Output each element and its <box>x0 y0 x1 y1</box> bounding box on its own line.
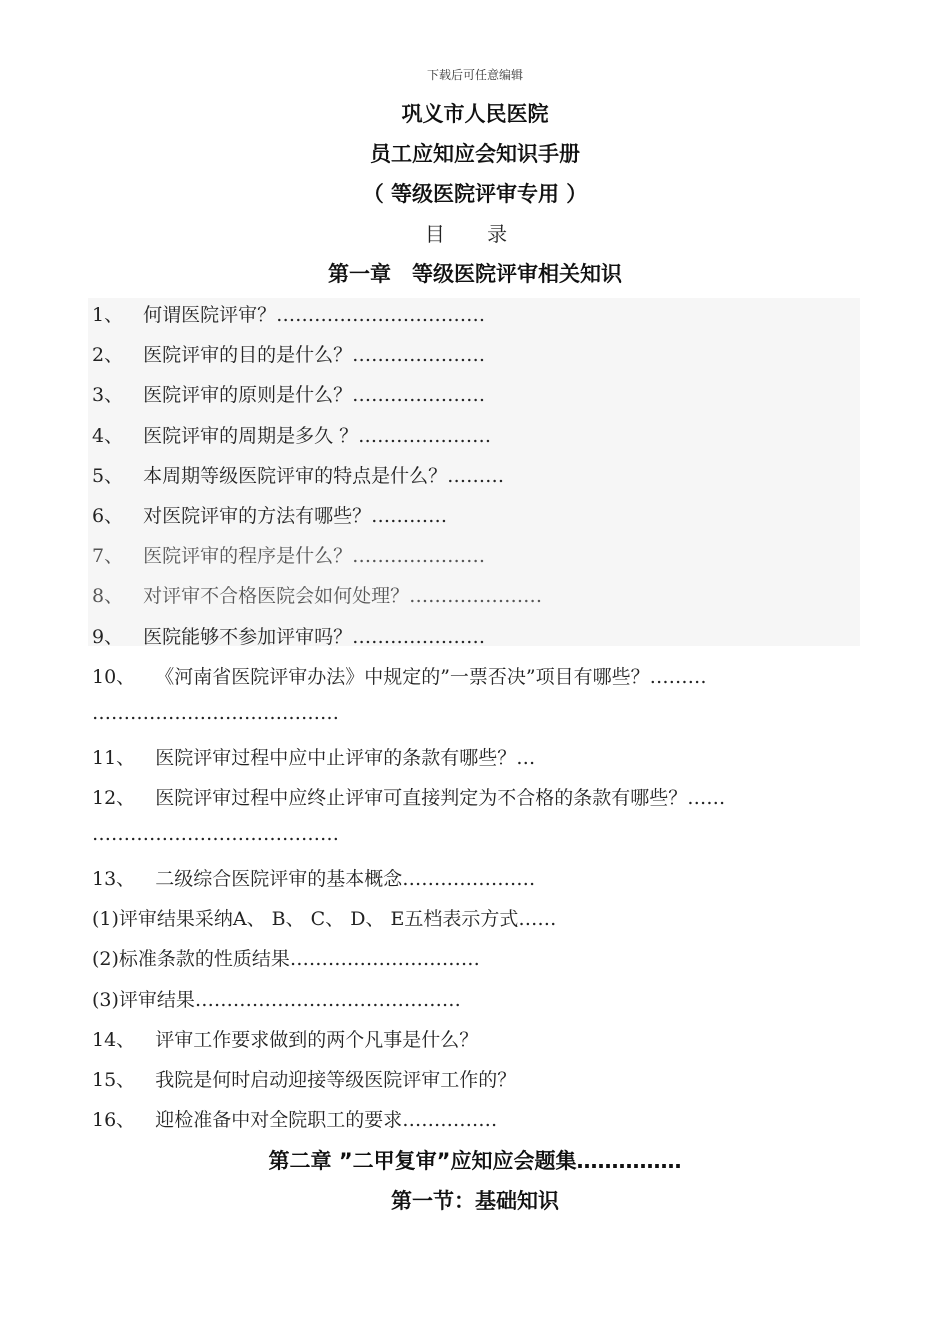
toc-item-16: 16、 迎检准备中对全院职工的要求…………… <box>92 1109 498 1131</box>
toc-item-6: 6、 对医院评审的方法有哪些？………… <box>92 505 448 527</box>
handbook-subtitle: （ 等级医院评审专用 ） <box>362 182 588 206</box>
toc-subitem-1: (1)评审结果采纳A、 B、 C、 D、 E五档表示方式…… <box>92 908 557 930</box>
toc-item-1: 1、 何谓医院评审？…………………………… <box>92 304 486 326</box>
chapter-2-heading: 第二章 ”二甲复审”应知应会题集…………… <box>268 1149 682 1173</box>
toc-item-13: 13、 二级综合医院评审的基本概念………………… <box>92 868 536 890</box>
toc-item-11: 11、 医院评审过程中应中止评审的条款有哪些？… <box>92 747 536 769</box>
toc-item-2: 2、 医院评审的目的是什么？………………… <box>92 344 486 366</box>
handbook-title: 员工应知应会知识手册 <box>370 142 580 166</box>
toc-subitem-3: (3)评审结果…………………………………… <box>92 989 461 1011</box>
toc-item-10-continued: ………………………………… <box>92 702 339 724</box>
toc-item-4: 4、 医院评审的周期是多久 ？………………… <box>92 425 492 447</box>
toc-item-14: 14、 评审工作要求做到的两个凡事是什么？ <box>92 1029 479 1051</box>
toc-item-7: 7、 医院评审的程序是什么？………………… <box>92 545 486 567</box>
toc-item-15: 15、 我院是何时启动迎接等级医院评审工作的？ <box>92 1069 517 1091</box>
toc-item-12: 12、 医院评审过程中应终止评审可直接判定为不合格的条款有哪些？…… <box>92 787 726 809</box>
toc-item-5: 5、 本周期等级医院评审的特点是什么？……… <box>92 465 505 487</box>
toc-item-10: 10、 《河南省医院评审办法》中规定的”一票否决”项目有哪些？……… <box>92 666 707 688</box>
toc-subitem-2: (2)标准条款的性质结果………………………… <box>92 948 480 970</box>
toc-heading: 目 录 <box>424 222 526 246</box>
toc-item-3: 3、 医院评审的原则是什么？………………… <box>92 384 486 406</box>
header-note: 下载后可任意编辑 <box>426 68 523 82</box>
toc-item-9: 9、 医院能够不参加评审吗？………………… <box>92 626 486 648</box>
hospital-name: 巩义市人民医院 <box>401 102 549 126</box>
chapter-1-heading: 第一章 等级医院评审相关知识 <box>328 262 622 286</box>
toc-item-8: 8、 对评审不合格医院会如何处理？………………… <box>92 585 543 607</box>
toc-item-12-continued: ………………………………… <box>92 823 339 845</box>
section-1-heading: 第一节：基础知识 <box>391 1189 559 1213</box>
